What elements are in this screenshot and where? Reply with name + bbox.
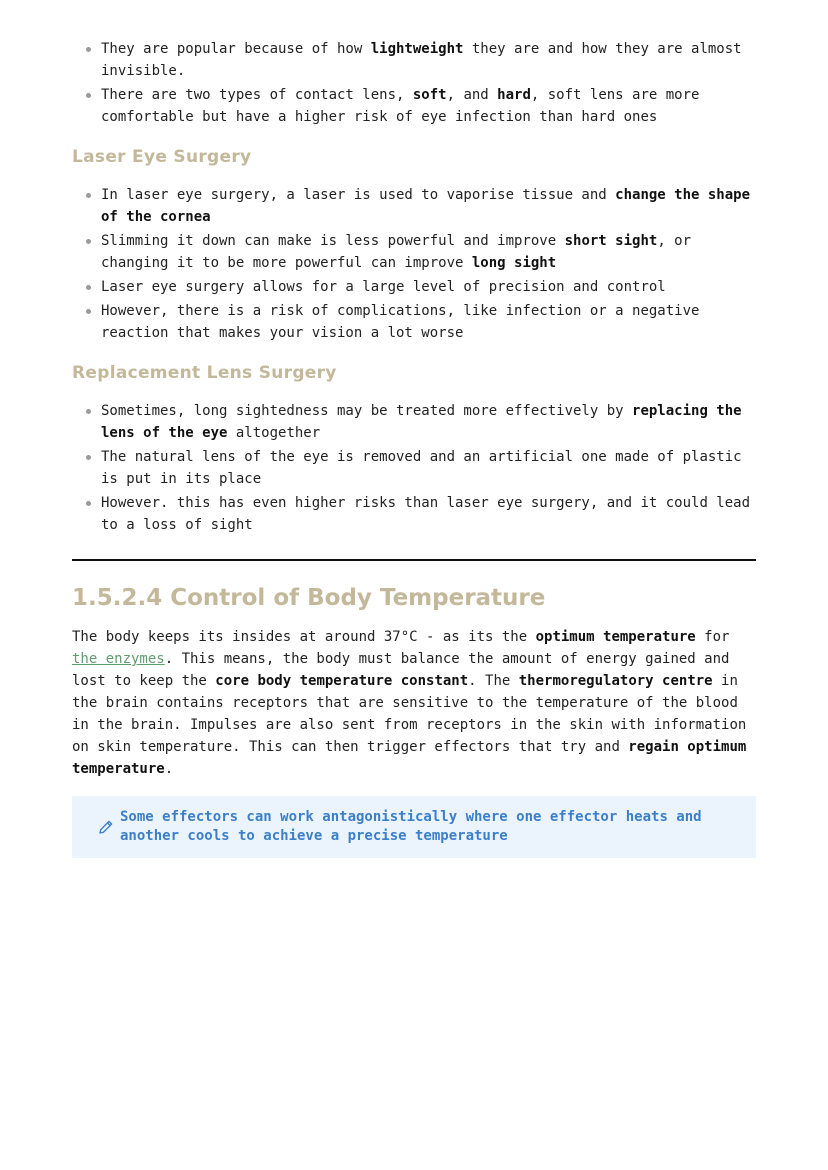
bold-term: regain optimum temperature bbox=[72, 739, 747, 777]
replacement-surgery-list bbox=[72, 400, 756, 536]
laser-surgery-heading: Laser Eye Surgery bbox=[72, 147, 252, 167]
enzymes-link[interactable]: the enzymes bbox=[72, 651, 165, 667]
bold-term: core body temperature constant bbox=[215, 673, 469, 689]
bold-term: lightweight bbox=[370, 41, 464, 57]
section-title: 1.5.2.4 Control of Body Temperature bbox=[72, 585, 546, 611]
bold-term: change the shape of the cornea bbox=[101, 187, 751, 225]
list-item: There are two types of contact lens, soft, and hard, soft lens are more comfortable but have a higher risk of eye infection than hard ones bbox=[101, 84, 756, 128]
replacement-surgery-heading: Replacement Lens Surgery bbox=[72, 363, 337, 383]
list-item: Laser eye surgery allows for a large level of precision and control bbox=[101, 276, 756, 298]
bold-term: thermoregulatory centre bbox=[518, 673, 713, 689]
section-divider bbox=[72, 559, 756, 561]
bold-term: replacing the lens of the eye bbox=[101, 403, 742, 441]
note-callout bbox=[72, 796, 756, 858]
list-item: However, there is a risk of complications, like infection or a negative reaction that makes your vision a lot worse bbox=[101, 300, 756, 344]
bold-term: soft bbox=[412, 87, 447, 103]
laser-surgery-list bbox=[72, 184, 756, 344]
list-item: The natural lens of the eye is removed and an artificial one made of plastic is put in its place bbox=[101, 446, 756, 490]
bold-term: hard bbox=[497, 87, 531, 103]
bold-term: optimum temperature bbox=[535, 629, 696, 645]
note-text: Some effectors can work antagonistically where one effector heats and another cools to achieve a precise temperature bbox=[120, 809, 702, 844]
pencil-icon bbox=[97, 818, 115, 836]
bold-term: long sight bbox=[471, 255, 557, 271]
list-item: In laser eye surgery, a laser is used to vaporise tissue and change the shape of the cornea bbox=[101, 184, 756, 228]
list-item: They are popular because of how lightweight they are and how they are almost invisible. bbox=[101, 38, 756, 82]
bold-term: short sight bbox=[564, 233, 658, 249]
list-item: However. this has even higher risks than laser eye surgery, and it could lead to a loss of sight bbox=[101, 492, 756, 536]
body-paragraph: The body keeps its insides at around 37°C - as its the optimum temperature for the enzymes. This means, the body must balance the amount of energy gained and lost to keep the core body temperature constant. The thermoregulatory centre in the brain contains receptors that are sensitive to the temperature of the blood in the brain. Impulses are also sent from receptors in the skin with information on skin temperature. This can then trigger effectors that try and regain optimum temperature. bbox=[72, 629, 747, 777]
contact-lens-list bbox=[72, 38, 756, 128]
list-item: Slimming it down can make is less powerful and improve short sight, or changing it to be more powerful can improve long sight bbox=[101, 230, 756, 274]
list-item: Sometimes, long sightedness may be treated more effectively by replacing the lens of the eye altogether bbox=[101, 400, 756, 444]
